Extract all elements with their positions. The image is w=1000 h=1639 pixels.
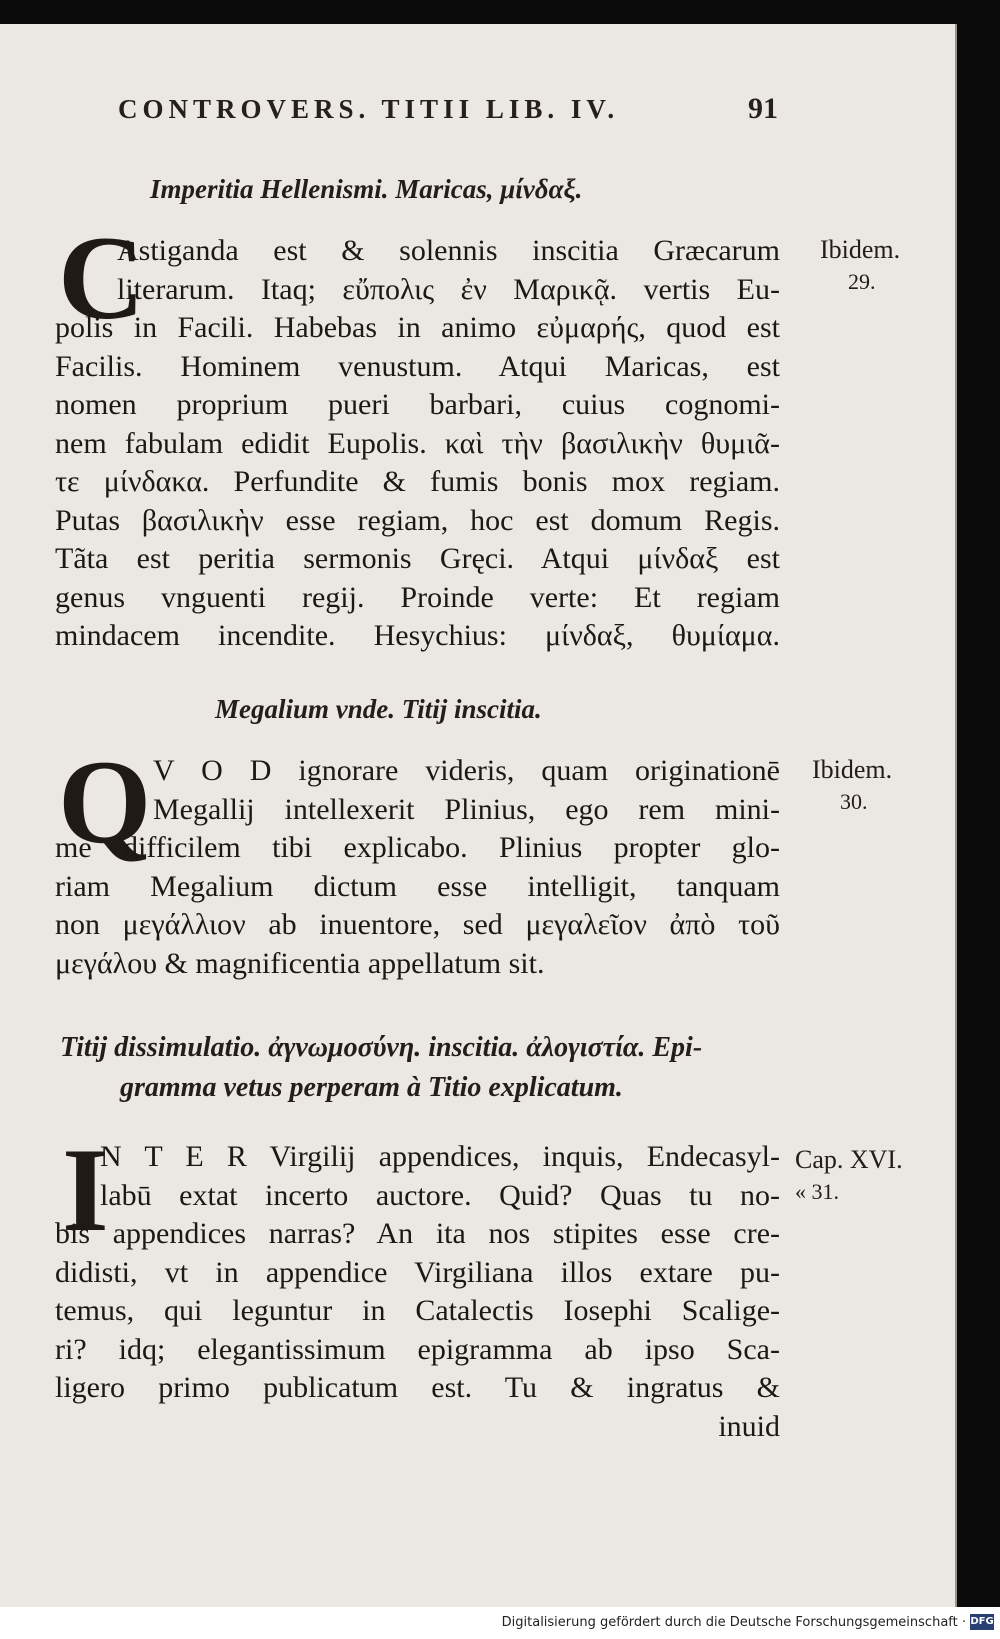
text-line: genus vnguenti regij. Proinde verte: Et regiam bbox=[55, 580, 780, 614]
text-line: Tãta est peritia sermonis Gręci. Atqui μίνδαξ est bbox=[55, 542, 780, 575]
text-line: non μεγάλλιον ab inuentore, sed μεγαλεῖον ἀπὸ τοῦ bbox=[55, 908, 780, 941]
section-heading: Imperitia Hellenismi. Maricas, μίνδαξ. bbox=[150, 174, 583, 204]
paragraph bbox=[55, 232, 780, 656]
text-line: V O D ignorare videris, quam originationē bbox=[153, 754, 780, 787]
margin-note-ref: Ibidem. bbox=[820, 235, 901, 264]
margin-note bbox=[795, 1144, 903, 1208]
text-line: Megallij intellexerit Plinius, ego rem mini- bbox=[153, 792, 780, 826]
text-line: me difficilem tibi explicabo. Plinius propter glo- bbox=[55, 831, 780, 864]
text-line: literarum. Itaq; εὔπολις ἐν Μαρικᾷ. vertis Eu- bbox=[117, 272, 780, 306]
margin-note-number: 30. bbox=[840, 789, 868, 814]
text-line: N T E R Virgilij appendices, inquis, Endecasyl- bbox=[100, 1140, 780, 1173]
paragraph bbox=[55, 752, 780, 983]
text-line: polis in Facili. Habebas in animo εὐμαρής, quod est bbox=[55, 311, 780, 344]
text-line: didisti, vt in appendice Virgiliana illos extare pu- bbox=[55, 1255, 780, 1289]
text-line: mindacem incendite. Hesychius: μίνδαξ, θυμίαμα. bbox=[55, 619, 780, 652]
text-line: Putas βασιλικὴν esse regiam, hoc est domum Regis. bbox=[55, 503, 780, 537]
text-line: riam Megalium dictum esse intelligit, tanquam bbox=[55, 869, 780, 903]
running-head bbox=[118, 94, 778, 134]
footer-bar bbox=[0, 1607, 1000, 1639]
margin-note-number: 29. bbox=[848, 269, 876, 294]
page-number: 91 bbox=[748, 92, 778, 125]
text-line: Astiganda est & solennis inscitia Græcarum bbox=[117, 234, 780, 267]
catchword: inuid bbox=[718, 1409, 780, 1443]
text-line: ligero primo publicatum est. Tu & ingratus & bbox=[55, 1371, 780, 1404]
text-line: labū extat incerto auctore. Quid? Quas tu no- bbox=[100, 1178, 780, 1212]
margin-note-ref: Cap. XVI. bbox=[795, 1145, 903, 1174]
text-line: bis appendices narras? An ita nos stipites esse cre- bbox=[55, 1217, 780, 1250]
text-line: nomen proprium pueri barbari, cuius cognomi- bbox=[55, 388, 780, 421]
drop-cap: Q bbox=[58, 735, 152, 868]
text-line: μεγάλου & magnificentia appellatum sit. bbox=[55, 946, 545, 980]
margin-note bbox=[812, 754, 892, 818]
dfg-logo: DFG bbox=[970, 1614, 994, 1630]
running-head-title: CONTROVERS. TITII LIB. IV. bbox=[118, 94, 620, 124]
margin-note bbox=[820, 234, 900, 298]
text-line: ri? idq; elegantissimum epigramma ab ipso Sca- bbox=[55, 1332, 780, 1366]
drop-cap: C bbox=[58, 211, 145, 344]
section-heading bbox=[60, 1028, 780, 1108]
footer-credit: Digitalisierung gefördert durch die Deutsche Forschungsgemeinschaft · bbox=[501, 1615, 966, 1630]
text-line: Facilis. Hominem venustum. Atqui Maricas, est bbox=[55, 349, 780, 383]
drop-cap: I bbox=[62, 1123, 109, 1256]
heading-line: Titij dissimulatio. ἀγνωμοσύνη. inscitia. ἀλογιστία. Epi- bbox=[60, 1032, 703, 1063]
margin-note-ref: Ibidem. bbox=[812, 755, 893, 784]
text-line: temus, qui leguntur in Catalectis Iosephi Scalige- bbox=[55, 1294, 780, 1327]
section-heading: Megalium vnde. Titij inscitia. bbox=[215, 694, 542, 724]
heading-line: gramma vetus perperam à Titio explicatum. bbox=[120, 1072, 623, 1103]
paragraph bbox=[55, 1138, 780, 1446]
book-page bbox=[0, 24, 957, 1607]
margin-note-number: « 31. bbox=[795, 1179, 839, 1204]
text-line: nem fabulam edidit Eupolis. καὶ τὴν βασιλικὴν θυμιᾶ- bbox=[55, 426, 780, 460]
text-line: τε μίνδακα. Perfundite & fumis bonis mox regiam. bbox=[55, 465, 780, 498]
